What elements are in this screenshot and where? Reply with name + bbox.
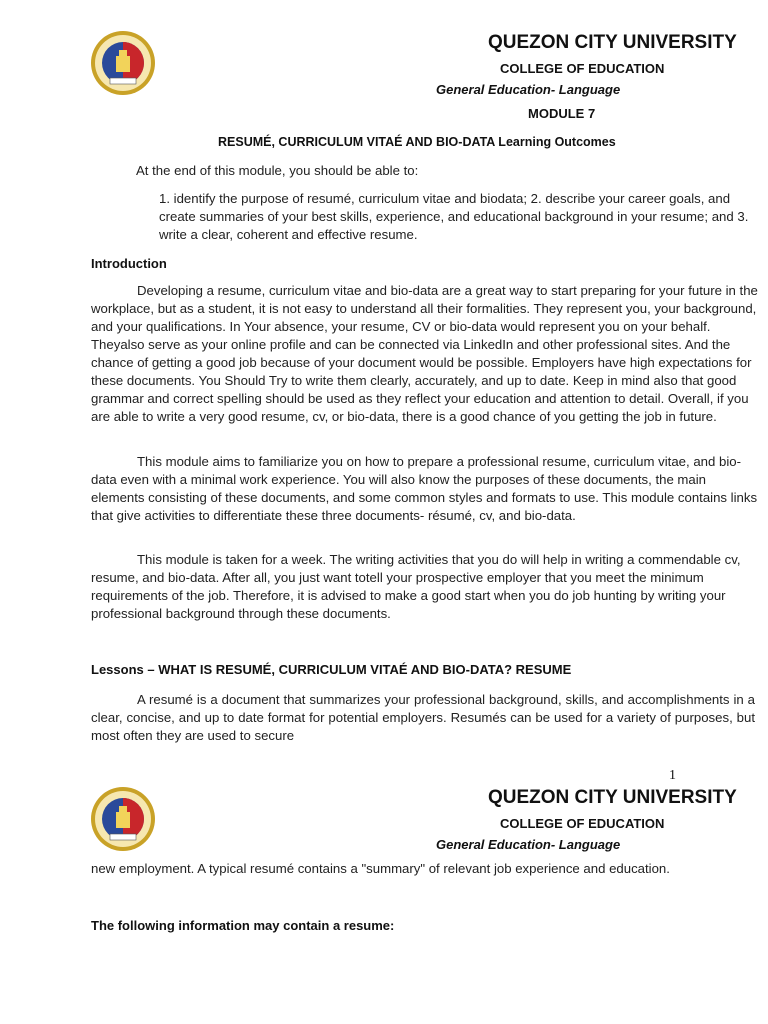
resume-paragraph: A resumé is a document that summarizes your professional background, skills, and accomplishments in a clear, concise, and up to date format for potential employers. Resumés can be used for a variety of purposes, but most often they are used to secure xyxy=(91,692,755,743)
college-name: COLLEGE OF EDUCATION xyxy=(500,816,665,831)
university-seal-icon xyxy=(90,30,156,96)
module-label: MODULE 7 xyxy=(528,106,596,121)
intro-paragraph-1: Developing a resume, curriculum vitae and bio-data are a great way to start preparing for your future in the workplace, but as a student, it is not easy to understand all their formalities. They represent you, your background, and your qualifications. In Your absence, your resume, CV or bio-data would represent you on your behalf. Theyalso serve as your online profile and can be connected via LinkedIn and other professional sites. And the chance of getting a good job because of your document would be possible. Employers have high expectations for these documents. You Should Try to write them clearly, accurately, and up to date. Keep in mind also that good grammar and correct spelling should be used as they reflect your education and attention to detail. Overall, if you are able to write a very good resume, cv, or bio-data, there is a good chance of you getting the job in future. xyxy=(91,283,758,424)
outcomes-intro: At the end of this module, you should be able to: xyxy=(136,163,419,178)
subject-name: General Education- Language xyxy=(436,837,621,852)
intro-paragraph-2: This module aims to familiarize you on how to prepare a professional resume, curriculum vitae, and bio-data even with a minimal work experience. You will also know the purposes of these documents, the main elements consisting of these documents, and some common styles and formats to use. This module contains links that give activities to differentiate these three documents- résumé, cv, and bio-data. xyxy=(91,454,758,523)
university-seal-icon xyxy=(90,786,156,852)
college-name: COLLEGE OF EDUCATION xyxy=(500,61,665,76)
introduction-heading: Introduction xyxy=(91,256,167,271)
university-name: QUEZON CITY UNIVERSITY xyxy=(488,32,737,53)
intro-paragraph-3: This module is taken for a week. The writing activities that you do will help in writing a commendable cv, resume, and bio-data. After all, you just want totell your prospective employer that you meet the minimum requirements of the job. Therefore, it is advised to make a good start when you do job hunting by writing your professional background through these documents. xyxy=(91,552,741,621)
continued-text: new employment. A typical resumé contains a "summary" of relevant job experience and education. xyxy=(91,861,670,876)
university-name: QUEZON CITY UNIVERSITY xyxy=(488,787,737,808)
page-number: 1 xyxy=(669,768,676,783)
following-heading: The following information may contain a resume: xyxy=(91,918,395,933)
outcomes-list: 1. identify the purpose of resumé, curriculum vitae and biodata; 2. describe your career goals, and create summaries of your best skills, experience, and educational background in your resume; and 3. write a clear, coherent and effective resume. xyxy=(159,191,749,242)
module-title: RESUMÉ, CURRICULUM VITAÉ AND BIO-DATA Learning Outcomes xyxy=(218,135,616,149)
subject-name: General Education- Language xyxy=(436,82,621,97)
lessons-heading: Lessons – WHAT IS RESUMÉ, CURRICULUM VITAÉ AND BIO-DATA? RESUME xyxy=(91,662,572,677)
